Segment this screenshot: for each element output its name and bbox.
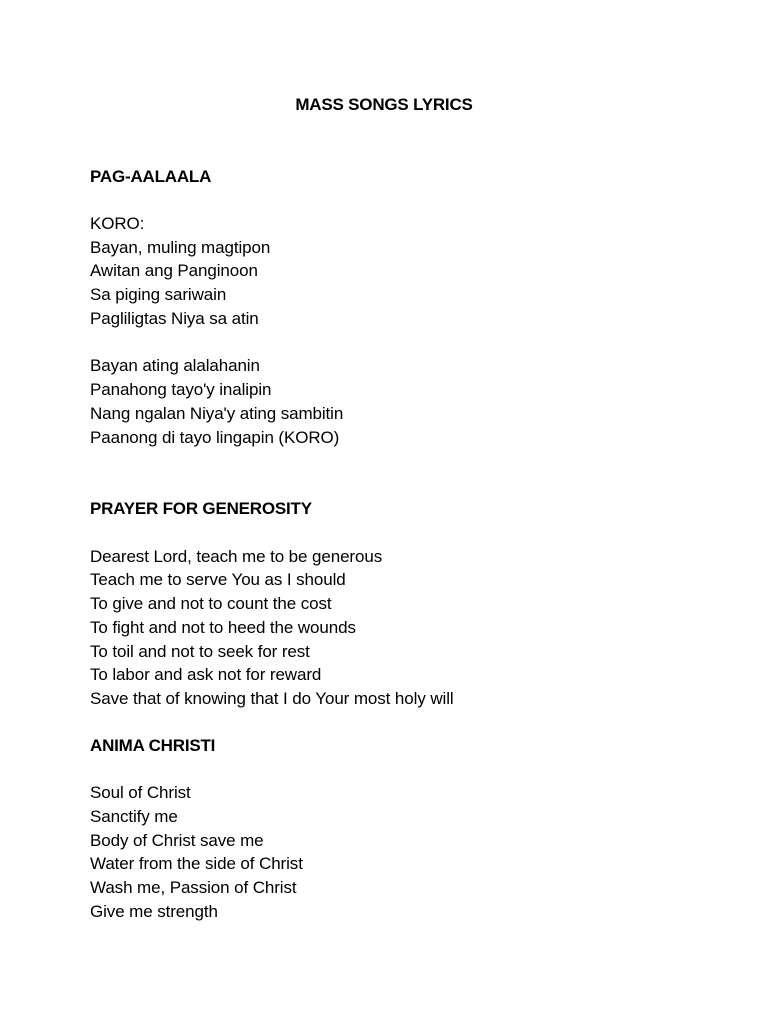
lyric-line: Give me strength (90, 902, 218, 921)
lyric-line: Wash me, Passion of Christ (90, 878, 297, 897)
lyric-line: Paanong di tayo lingapin (KORO) (90, 428, 340, 447)
lyric-line: Water from the side of Christ (90, 854, 303, 873)
lyric-line: Bayan ating alalahanin (90, 356, 260, 375)
lyric-line: Teach me to serve You as I should (90, 570, 346, 589)
lyric-line: Sanctify me (90, 807, 178, 826)
lyric-line: Panahong tayo'y inalipin (90, 380, 272, 399)
lyric-line: Body of Christ save me (90, 831, 264, 850)
lyric-line: Nang ngalan Niya'y ating sambitin (90, 404, 344, 423)
song-heading-prayer-for-generosity: PRAYER FOR GENEROSITY (90, 499, 312, 518)
lyric-line: To fight and not to heed the wounds (90, 618, 356, 637)
document-title: MASS SONGS LYRICS (295, 95, 473, 114)
lyric-line: Bayan, muling magtipon (90, 238, 271, 257)
lyric-line: Sa piging sariwain (90, 285, 227, 304)
lyric-line: Dearest Lord, teach me to be generous (90, 547, 383, 566)
lyric-line: To labor and ask not for reward (90, 665, 322, 684)
lyric-line: Save that of knowing that I do Your most holy will (90, 689, 454, 708)
song-heading-anima-christi: ANIMA CHRISTI (90, 736, 216, 755)
lyric-line: Pagliligtas Niya sa atin (90, 309, 259, 328)
song-heading-pag-aalaala: PAG-AALAALA (90, 167, 212, 186)
lyric-line: To give and not to count the cost (90, 594, 332, 613)
lyric-line: KORO: (90, 214, 145, 233)
lyric-line: To toil and not to seek for rest (90, 642, 310, 661)
lyric-line: Awitan ang Panginoon (90, 261, 258, 280)
lyric-line: Soul of Christ (90, 783, 191, 802)
